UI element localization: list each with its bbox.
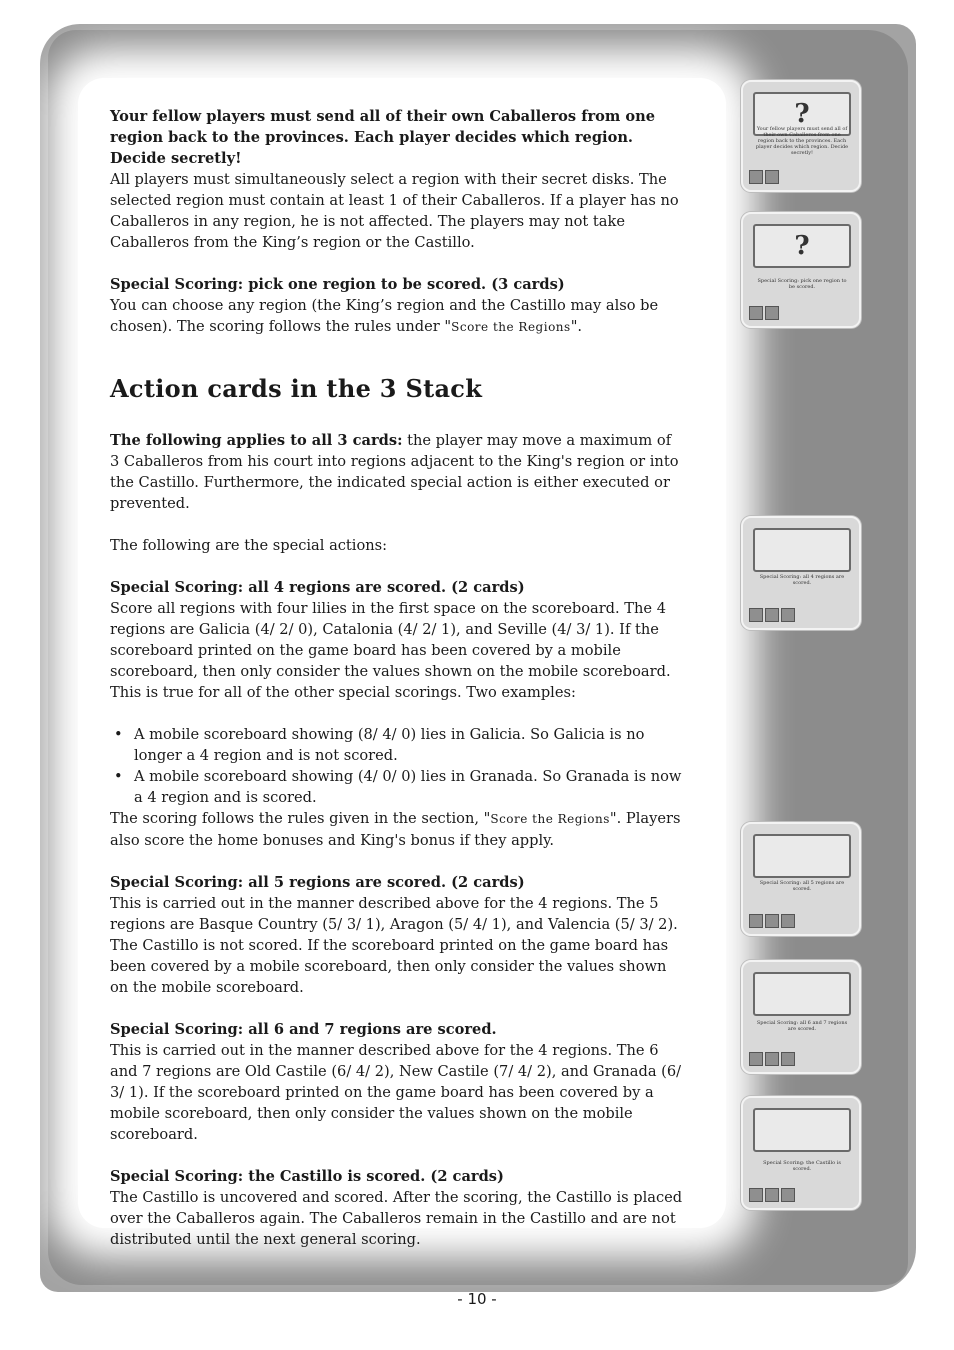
card-icon xyxy=(781,1188,795,1202)
card-text: Special Scoring: all 5 regions are scored. xyxy=(759,880,845,892)
card-art xyxy=(753,972,851,1016)
card-text: Special Scoring: all 6 and 7 regions are scored. xyxy=(756,1020,848,1032)
card-icons xyxy=(749,1188,795,1202)
card-icon xyxy=(765,608,779,622)
card-five-regions xyxy=(741,822,861,936)
section-title: Action cards in the 3 Stack xyxy=(110,374,483,403)
card-art: ? xyxy=(753,224,851,268)
intro-heading: Your fellow players must send all of their own Caballeros from one region back to the provinces. Each player decides which region. Decide secretly! xyxy=(110,108,656,167)
card-icons xyxy=(749,608,795,622)
card-icon xyxy=(749,608,763,622)
four-regions-heading: Special Scoring: all 4 regions are scored. (2 cards) xyxy=(110,579,525,596)
card-icon xyxy=(781,1052,795,1066)
card-art xyxy=(753,1108,851,1152)
six-seven-regions-body: This is carried out in the manner described above for the 4 regions. The 6 and 7 regions are Old Castile (6/ 4/ 2), New Castile (7/ 4/ 2), and Granada (6/ 3/ 1). If the scoreboard printed on the game board has been covered by a mobile scoreboard, then only consider the values shown on the mobile scoreboard. xyxy=(110,1042,682,1143)
card-icon xyxy=(765,306,779,320)
castillo-block xyxy=(110,1166,685,1250)
five-regions-heading: Special Scoring: all 5 regions are scored. (2 cards) xyxy=(110,874,525,891)
five-regions-block xyxy=(110,872,685,998)
card-text: Special Scoring: pick one region to be scored. xyxy=(757,278,847,290)
card-icon xyxy=(749,1188,763,1202)
card-text: Your fellow players must send all of their own Caballeros from one region back to the provinces. Each player decides which region. Decide secretly! xyxy=(755,126,849,156)
card-icons xyxy=(749,170,779,184)
six-seven-regions-heading: Special Scoring: all 6 and 7 regions are scored. xyxy=(110,1021,497,1038)
card-icon xyxy=(765,1188,779,1202)
card-icon xyxy=(781,608,795,622)
example-item: • A mobile scoreboard showing (4/ 0/ 0) lies in Granada. So Granada is now a 4 region and is scored. xyxy=(110,766,685,808)
pick-region-heading: Special Scoring: pick one region to be scored. (3 cards) xyxy=(110,276,565,293)
card-icon xyxy=(749,914,763,928)
card-icon xyxy=(765,170,779,184)
applies-bold: The following applies to all 3 cards: xyxy=(110,432,403,449)
intro-body: All players must simultaneously select a region with their secret disks. The selected region must contain at least 1 of their Caballeros. If a player has no Caballeros in any region, he is not affected. The players may not take Caballeros from the King’s region or the Castillo. xyxy=(110,171,679,251)
card-four-regions xyxy=(741,516,861,630)
card-icon xyxy=(749,170,763,184)
main-content xyxy=(110,106,685,1271)
four-regions-tail-end: ". Players also score the home bonuses and King's bonus if they apply. xyxy=(110,810,681,849)
page-number: - 10 - xyxy=(457,1290,497,1308)
card-icon xyxy=(749,306,763,320)
card-castillo xyxy=(741,1096,861,1210)
card-text: Special Scoring: the Castillo is scored. xyxy=(763,1160,841,1172)
four-regions-block xyxy=(110,577,685,703)
six-seven-regions-block xyxy=(110,1019,685,1145)
applies-block xyxy=(110,430,685,514)
four-regions-body: Score all regions with four lilies in the first space on the scoreboard. The 4 regions are Galicia (4/ 2/ 0), Catalonia (4/ 2/ 1), and Seville (4/ 3/ 1). If the scoreboard printed on the game board has been covered by a mobile scoreboard, then only consider the values shown on the mobile scoreboard. This is true for all of the other special scorings. Two examples: xyxy=(110,600,671,701)
pick-region-body-end: ". xyxy=(570,318,583,335)
examples-list xyxy=(110,724,685,808)
card-pick-region xyxy=(741,212,861,328)
castillo-heading: Special Scoring: the Castillo is scored. (2 cards) xyxy=(110,1168,504,1185)
card-icon xyxy=(765,1052,779,1066)
four-regions-tail: The scoring follows the rules given in the section, " xyxy=(110,810,491,827)
card-send-caballeros xyxy=(741,80,861,192)
applies-text: the player may move a maximum of 3 Caballeros from his court into regions adjacent to the King's region or into the Castillo. Furthermore, the indicated special action is either executed or prevented. xyxy=(110,432,679,512)
card-text: Special Scoring: all 4 regions are scored. xyxy=(759,574,845,586)
five-regions-body: This is carried out in the manner described above for the 4 regions. The 5 regions are Basque Country (5/ 3/ 1), Aragon (5/ 4/ 1), and Valencia (5/ 3/ 2). The Castillo is not scored. If the scoreboard printed on the game board has been covered by a mobile scoreboard, then only consider the values shown on the mobile scoreboard. xyxy=(110,895,678,996)
card-icons xyxy=(749,914,795,928)
pick-region-block xyxy=(110,274,685,338)
score-regions-ref: Score the Regions xyxy=(451,320,571,334)
card-icon xyxy=(749,1052,763,1066)
intro-block xyxy=(110,106,685,253)
card-six-seven-regions xyxy=(741,960,861,1074)
card-icons xyxy=(749,1052,795,1066)
card-art xyxy=(753,834,851,878)
card-icon xyxy=(765,914,779,928)
pick-region-body: You can choose any region (the King’s region and the Castillo may also be chosen). The scoring follows the rules under " xyxy=(110,297,659,335)
card-art: ? xyxy=(753,92,851,136)
castillo-body: The Castillo is uncovered and scored. After the scoring, the Castillo is placed over the Caballeros again. The Caballeros remain in the Castillo and are not distributed until the next general scoring. xyxy=(110,1189,683,1248)
following-line: The following are the special actions: xyxy=(110,537,388,554)
card-icons xyxy=(749,306,779,320)
score-regions-ref: Score the Regions xyxy=(490,812,610,826)
card-icon xyxy=(781,914,795,928)
example-item: • A mobile scoreboard showing (8/ 4/ 0) lies in Galicia. So Galicia is no longer a 4 region and is not scored. xyxy=(110,724,685,766)
card-art xyxy=(753,528,851,572)
